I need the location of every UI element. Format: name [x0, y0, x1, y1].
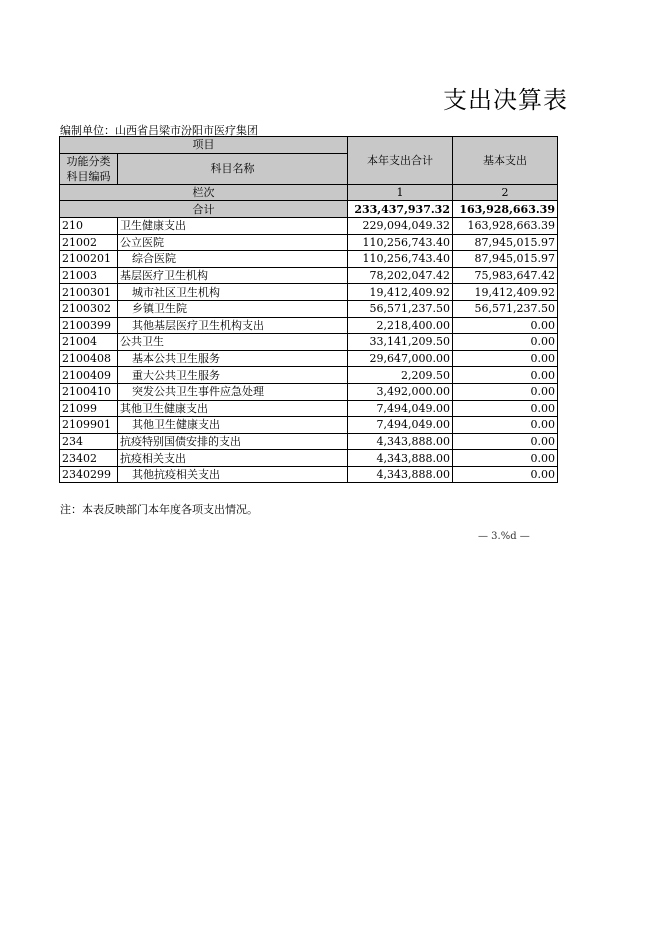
- table-row: [60, 417, 558, 434]
- row-basic: 0.00: [453, 383, 558, 400]
- table-note: 注：本表反映部门本年度各项支出情况。: [60, 503, 258, 516]
- compiling-unit: 编制单位：山西省吕梁市汾阳市医疗集团: [60, 124, 258, 137]
- header-project: 项目: [60, 137, 348, 154]
- table-row: [60, 267, 558, 284]
- row-total: 2,218,400.00: [348, 317, 453, 334]
- row-name: 公立医院: [118, 234, 348, 251]
- row-code: 234: [60, 433, 118, 450]
- row-code: 210: [60, 217, 118, 234]
- row-basic: 0.00: [453, 367, 558, 384]
- row-code: 23402: [60, 450, 118, 467]
- table-row: [60, 300, 558, 317]
- total-amount: 233,437,937.32: [348, 201, 453, 218]
- table-row: [60, 433, 558, 450]
- table-row: [60, 217, 558, 234]
- row-code: 2100410: [60, 383, 118, 400]
- row-basic: 19,412,409.92: [453, 284, 558, 301]
- header-col-basic: 基本支出: [453, 137, 558, 185]
- row-name: 突发公共卫生事件应急处理: [118, 383, 348, 400]
- row-total: 110,256,743.40: [348, 234, 453, 251]
- row-total: 3,492,000.00: [348, 383, 453, 400]
- row-code: 21003: [60, 267, 118, 284]
- header-row-project: [60, 137, 558, 154]
- row-basic: 0.00: [453, 466, 558, 483]
- row-total: 4,343,888.00: [348, 450, 453, 467]
- row-basic: 75,983,647.42: [453, 267, 558, 284]
- expenditure-table: [59, 136, 558, 483]
- total-row: [60, 201, 558, 218]
- row-basic: 0.00: [453, 433, 558, 450]
- row-name: 其他抗疫相关支出: [118, 466, 348, 483]
- page-number: — 3.%d —: [478, 531, 530, 542]
- row-name: 城市社区卫生机构: [118, 284, 348, 301]
- row-total: 56,571,237.50: [348, 300, 453, 317]
- row-total: 33,141,209.50: [348, 334, 453, 351]
- row-code: 21099: [60, 400, 118, 417]
- row-basic: 163,928,663.39: [453, 217, 558, 234]
- row-total: 7,494,049.00: [348, 400, 453, 417]
- row-total: 78,202,047.42: [348, 267, 453, 284]
- row-total: 110,256,743.40: [348, 251, 453, 268]
- row-basic: 87,945,015.97: [453, 234, 558, 251]
- row-total: 2,209.50: [348, 367, 453, 384]
- row-code: 21004: [60, 334, 118, 351]
- table-row: [60, 383, 558, 400]
- row-code: 2340299: [60, 466, 118, 483]
- row-basic: 0.00: [453, 350, 558, 367]
- row-name: 乡镇卫生院: [118, 300, 348, 317]
- row-code: 21002: [60, 234, 118, 251]
- row-total: 29,647,000.00: [348, 350, 453, 367]
- row-total: 4,343,888.00: [348, 433, 453, 450]
- row-name: 公共卫生: [118, 334, 348, 351]
- table-row: [60, 251, 558, 268]
- row-name: 抗疫相关支出: [118, 450, 348, 467]
- row-basic: 56,571,237.50: [453, 300, 558, 317]
- row-name: 卫生健康支出: [118, 217, 348, 234]
- row-code: 2100409: [60, 367, 118, 384]
- row-name: 其他卫生健康支出: [118, 400, 348, 417]
- header-subject-name: 科目名称: [118, 153, 348, 184]
- row-code: 2100201: [60, 251, 118, 268]
- row-basic: 0.00: [453, 450, 558, 467]
- table-row: [60, 334, 558, 351]
- row-total: 7,494,049.00: [348, 417, 453, 434]
- table-row: [60, 466, 558, 483]
- lanci-2: 2: [453, 184, 558, 201]
- row-code: 2100301: [60, 284, 118, 301]
- table-row: [60, 234, 558, 251]
- row-code: 2109901: [60, 417, 118, 434]
- row-code: 2100399: [60, 317, 118, 334]
- row-basic: 87,945,015.97: [453, 251, 558, 268]
- table-row: [60, 367, 558, 384]
- header-func-code: 功能分类 科目编码: [60, 153, 118, 184]
- row-total: 4,343,888.00: [348, 466, 453, 483]
- row-total: 19,412,409.92: [348, 284, 453, 301]
- table-row: [60, 400, 558, 417]
- row-name: 其他卫生健康支出: [118, 417, 348, 434]
- row-total: 229,094,049.32: [348, 217, 453, 234]
- row-name: 综合医院: [118, 251, 348, 268]
- table-row: [60, 317, 558, 334]
- row-basic: 0.00: [453, 417, 558, 434]
- row-basic: 0.00: [453, 317, 558, 334]
- lanci-1: 1: [348, 184, 453, 201]
- table-row: [60, 450, 558, 467]
- lanci-label: 栏次: [60, 184, 348, 201]
- page-title: 支出决算表: [443, 86, 568, 114]
- header-col-total: 本年支出合计: [348, 137, 453, 185]
- table-row: [60, 350, 558, 367]
- lanci-row: [60, 184, 558, 201]
- row-basic: 0.00: [453, 334, 558, 351]
- row-name: 基本公共卫生服务: [118, 350, 348, 367]
- total-basic: 163,928,663.39: [453, 201, 558, 218]
- row-code: 2100408: [60, 350, 118, 367]
- row-basic: 0.00: [453, 400, 558, 417]
- row-code: 2100302: [60, 300, 118, 317]
- row-name: 其他基层医疗卫生机构支出: [118, 317, 348, 334]
- table-row: [60, 284, 558, 301]
- total-label: 合计: [60, 201, 348, 218]
- row-name: 基层医疗卫生机构: [118, 267, 348, 284]
- row-name: 重大公共卫生服务: [118, 367, 348, 384]
- row-name: 抗疫特别国债安排的支出: [118, 433, 348, 450]
